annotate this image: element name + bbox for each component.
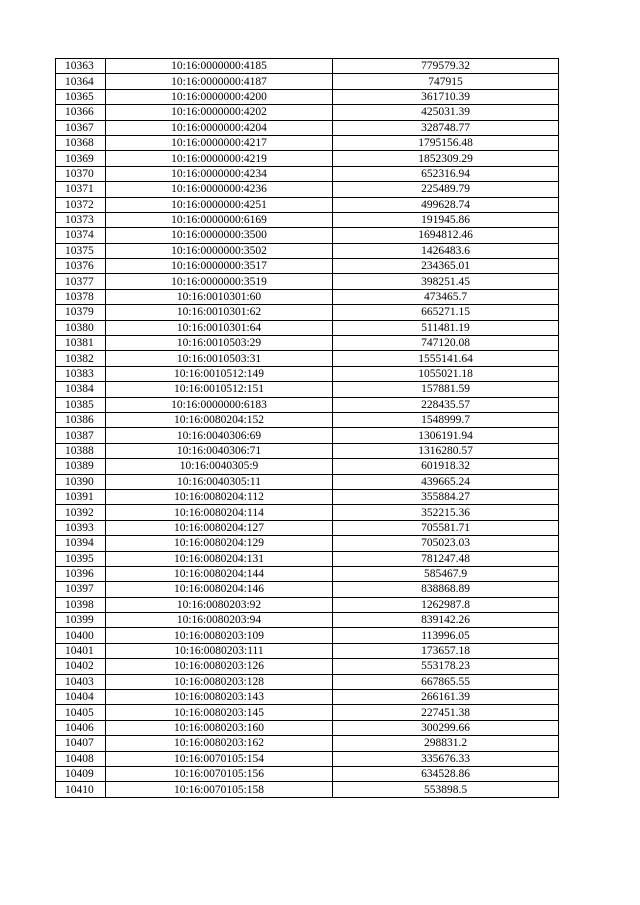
row-number-cell: 10380 [56, 320, 106, 335]
table-row [56, 412, 559, 427]
amount-cell: 705023.03 [333, 536, 559, 551]
table-row [56, 536, 559, 551]
row-number-cell: 10403 [56, 674, 106, 689]
row-number-cell: 10371 [56, 182, 106, 197]
table-row [56, 643, 559, 658]
amount-cell: 838868.89 [333, 582, 559, 597]
cadastral-number-cell: 10:16:0000000:3502 [106, 243, 333, 258]
table-row [56, 89, 559, 104]
amount-cell: 157881.59 [333, 382, 559, 397]
cadastral-number-cell: 10:16:0080204:131 [106, 551, 333, 566]
cadastral-number-cell: 10:16:0070105:156 [106, 766, 333, 781]
cadastral-number-cell: 10:16:0070105:158 [106, 782, 333, 797]
table-row [56, 59, 559, 74]
row-number-cell: 10405 [56, 705, 106, 720]
table-row [56, 305, 559, 320]
table-row [56, 474, 559, 489]
cadastral-number-cell: 10:16:0040305:9 [106, 459, 333, 474]
amount-cell: 1426483.6 [333, 243, 559, 258]
row-number-cell: 10409 [56, 766, 106, 781]
row-number-cell: 10363 [56, 59, 106, 74]
table-row [56, 336, 559, 351]
cadastral-number-cell: 10:16:0000000:4187 [106, 74, 333, 89]
row-number-cell: 10387 [56, 428, 106, 443]
row-number-cell: 10385 [56, 397, 106, 412]
amount-cell: 1055021.18 [333, 366, 559, 381]
amount-cell: 553178.23 [333, 659, 559, 674]
amount-cell: 352215.36 [333, 505, 559, 520]
row-number-cell: 10407 [56, 736, 106, 751]
cadastral-number-cell: 10:16:0000000:6169 [106, 212, 333, 227]
row-number-cell: 10400 [56, 628, 106, 643]
table-row [56, 182, 559, 197]
row-number-cell: 10386 [56, 412, 106, 427]
row-number-cell: 10389 [56, 459, 106, 474]
amount-cell: 398251.45 [333, 274, 559, 289]
table-row [56, 228, 559, 243]
amount-cell: 335676.33 [333, 751, 559, 766]
table-row [56, 428, 559, 443]
table-row [56, 382, 559, 397]
table-row [56, 259, 559, 274]
row-number-cell: 10372 [56, 197, 106, 212]
table-row [56, 705, 559, 720]
table-row [56, 320, 559, 335]
row-number-cell: 10374 [56, 228, 106, 243]
amount-cell: 779579.32 [333, 59, 559, 74]
cadastral-number-cell: 10:16:0000000:4236 [106, 182, 333, 197]
amount-cell: 781247.48 [333, 551, 559, 566]
row-number-cell: 10375 [56, 243, 106, 258]
table-row [56, 597, 559, 612]
cadastral-number-cell: 10:16:0080203:126 [106, 659, 333, 674]
table-row [56, 212, 559, 227]
table-row [56, 628, 559, 643]
table-row [56, 566, 559, 581]
cadastral-number-cell: 10:16:0080204:146 [106, 582, 333, 597]
cadastral-number-cell: 10:16:0080204:114 [106, 505, 333, 520]
cadastral-number-cell: 10:16:0000000:4219 [106, 151, 333, 166]
table-row [56, 766, 559, 781]
cadastral-number-cell: 10:16:0000000:4200 [106, 89, 333, 104]
amount-cell: 173657.18 [333, 643, 559, 658]
cadastral-number-cell: 10:16:0000000:4204 [106, 120, 333, 135]
amount-cell: 227451.38 [333, 705, 559, 720]
amount-cell: 113996.05 [333, 628, 559, 643]
table-row [56, 489, 559, 504]
cadastral-number-cell: 10:16:0010301:64 [106, 320, 333, 335]
amount-cell: 585467.9 [333, 566, 559, 581]
row-number-cell: 10376 [56, 259, 106, 274]
table-row [56, 782, 559, 797]
table-row [56, 751, 559, 766]
amount-cell: 705581.71 [333, 520, 559, 535]
table-body [56, 59, 559, 798]
row-number-cell: 10369 [56, 151, 106, 166]
amount-cell: 601918.32 [333, 459, 559, 474]
table-row [56, 505, 559, 520]
amount-cell: 1555141.64 [333, 351, 559, 366]
amount-cell: 553898.5 [333, 782, 559, 797]
row-number-cell: 10378 [56, 289, 106, 304]
row-number-cell: 10370 [56, 166, 106, 181]
table-row [56, 582, 559, 597]
table-row [56, 659, 559, 674]
amount-cell: 1548999.7 [333, 412, 559, 427]
cadastral-number-cell: 10:16:0040306:71 [106, 443, 333, 458]
table-row [56, 166, 559, 181]
amount-cell: 667865.55 [333, 674, 559, 689]
table-row [56, 520, 559, 535]
amount-cell: 1694812.46 [333, 228, 559, 243]
table-row [56, 551, 559, 566]
amount-cell: 439665.24 [333, 474, 559, 489]
amount-cell: 328748.77 [333, 120, 559, 135]
table-row [56, 690, 559, 705]
row-number-cell: 10366 [56, 105, 106, 120]
cadastral-number-cell: 10:16:0010503:29 [106, 336, 333, 351]
cadastral-number-cell: 10:16:0080204:112 [106, 489, 333, 504]
table-row [56, 720, 559, 735]
row-number-cell: 10367 [56, 120, 106, 135]
cadastral-number-cell: 10:16:0000000:3519 [106, 274, 333, 289]
table-row [56, 397, 559, 412]
cadastral-number-cell: 10:16:0040306:69 [106, 428, 333, 443]
table-row [56, 151, 559, 166]
table-row [56, 674, 559, 689]
amount-cell: 473465.7 [333, 289, 559, 304]
amount-cell: 298831.2 [333, 736, 559, 751]
row-number-cell: 10379 [56, 305, 106, 320]
cadastral-number-cell: 10:16:0040305:11 [106, 474, 333, 489]
amount-cell: 499628.74 [333, 197, 559, 212]
amount-cell: 300299.66 [333, 720, 559, 735]
table-row [56, 459, 559, 474]
amount-cell: 652316.94 [333, 166, 559, 181]
amount-cell: 425031.39 [333, 105, 559, 120]
table-row [56, 274, 559, 289]
row-number-cell: 10384 [56, 382, 106, 397]
amount-cell: 747120.08 [333, 336, 559, 351]
table-row [56, 74, 559, 89]
cadastral-number-cell: 10:16:0080203:128 [106, 674, 333, 689]
cadastral-number-cell: 10:16:0000000:4217 [106, 135, 333, 150]
amount-cell: 266161.39 [333, 690, 559, 705]
table-row [56, 443, 559, 458]
row-number-cell: 10391 [56, 489, 106, 504]
row-number-cell: 10395 [56, 551, 106, 566]
amount-cell: 747915 [333, 74, 559, 89]
amount-cell: 234365.01 [333, 259, 559, 274]
table-row [56, 736, 559, 751]
cadastral-number-cell: 10:16:0000000:4202 [106, 105, 333, 120]
table-row [56, 120, 559, 135]
data-table [55, 58, 559, 798]
amount-cell: 839142.26 [333, 613, 559, 628]
cadastral-number-cell: 10:16:0000000:4185 [106, 59, 333, 74]
row-number-cell: 10383 [56, 366, 106, 381]
row-number-cell: 10381 [56, 336, 106, 351]
row-number-cell: 10406 [56, 720, 106, 735]
cadastral-number-cell: 10:16:0010503:31 [106, 351, 333, 366]
amount-cell: 228435.57 [333, 397, 559, 412]
row-number-cell: 10394 [56, 536, 106, 551]
cadastral-number-cell: 10:16:0010301:60 [106, 289, 333, 304]
row-number-cell: 10410 [56, 782, 106, 797]
row-number-cell: 10399 [56, 613, 106, 628]
cadastral-number-cell: 10:16:0080204:144 [106, 566, 333, 581]
amount-cell: 355884.27 [333, 489, 559, 504]
cadastral-number-cell: 10:16:0080203:160 [106, 720, 333, 735]
cadastral-number-cell: 10:16:0080203:145 [106, 705, 333, 720]
cadastral-number-cell: 10:16:0010512:151 [106, 382, 333, 397]
amount-cell: 1262987.8 [333, 597, 559, 612]
row-number-cell: 10388 [56, 443, 106, 458]
cadastral-number-cell: 10:16:0070105:154 [106, 751, 333, 766]
row-number-cell: 10382 [56, 351, 106, 366]
amount-cell: 511481.19 [333, 320, 559, 335]
amount-cell: 1795156.48 [333, 135, 559, 150]
cadastral-number-cell: 10:16:0080203:92 [106, 597, 333, 612]
cadastral-number-cell: 10:16:0000000:3517 [106, 259, 333, 274]
amount-cell: 225489.79 [333, 182, 559, 197]
amount-cell: 634528.86 [333, 766, 559, 781]
cadastral-number-cell: 10:16:0000000:4234 [106, 166, 333, 181]
row-number-cell: 10408 [56, 751, 106, 766]
row-number-cell: 10377 [56, 274, 106, 289]
cadastral-number-cell: 10:16:0080204:129 [106, 536, 333, 551]
table-row [56, 197, 559, 212]
row-number-cell: 10373 [56, 212, 106, 227]
cadastral-number-cell: 10:16:0080203:94 [106, 613, 333, 628]
table-row [56, 105, 559, 120]
row-number-cell: 10368 [56, 135, 106, 150]
row-number-cell: 10401 [56, 643, 106, 658]
cadastral-number-cell: 10:16:0080203:143 [106, 690, 333, 705]
cadastral-number-cell: 10:16:0000000:6183 [106, 397, 333, 412]
document-page [55, 58, 559, 798]
cadastral-number-cell: 10:16:0010512:149 [106, 366, 333, 381]
row-number-cell: 10402 [56, 659, 106, 674]
amount-cell: 1852309.29 [333, 151, 559, 166]
table-row [56, 243, 559, 258]
cadastral-number-cell: 10:16:0080204:127 [106, 520, 333, 535]
cadastral-number-cell: 10:16:0080203:162 [106, 736, 333, 751]
amount-cell: 665271.15 [333, 305, 559, 320]
row-number-cell: 10392 [56, 505, 106, 520]
table-row [56, 366, 559, 381]
cadastral-number-cell: 10:16:0080203:109 [106, 628, 333, 643]
amount-cell: 1316280.57 [333, 443, 559, 458]
amount-cell: 361710.39 [333, 89, 559, 104]
row-number-cell: 10393 [56, 520, 106, 535]
table-row [56, 613, 559, 628]
row-number-cell: 10398 [56, 597, 106, 612]
cadastral-number-cell: 10:16:0080204:152 [106, 412, 333, 427]
cadastral-number-cell: 10:16:0080203:111 [106, 643, 333, 658]
row-number-cell: 10397 [56, 582, 106, 597]
row-number-cell: 10404 [56, 690, 106, 705]
table-row [56, 351, 559, 366]
amount-cell: 1306191.94 [333, 428, 559, 443]
table-row [56, 135, 559, 150]
cadastral-number-cell: 10:16:0010301:62 [106, 305, 333, 320]
row-number-cell: 10364 [56, 74, 106, 89]
row-number-cell: 10365 [56, 89, 106, 104]
row-number-cell: 10390 [56, 474, 106, 489]
amount-cell: 191945.86 [333, 212, 559, 227]
cadastral-number-cell: 10:16:0000000:3500 [106, 228, 333, 243]
cadastral-number-cell: 10:16:0000000:4251 [106, 197, 333, 212]
row-number-cell: 10396 [56, 566, 106, 581]
table-row [56, 289, 559, 304]
